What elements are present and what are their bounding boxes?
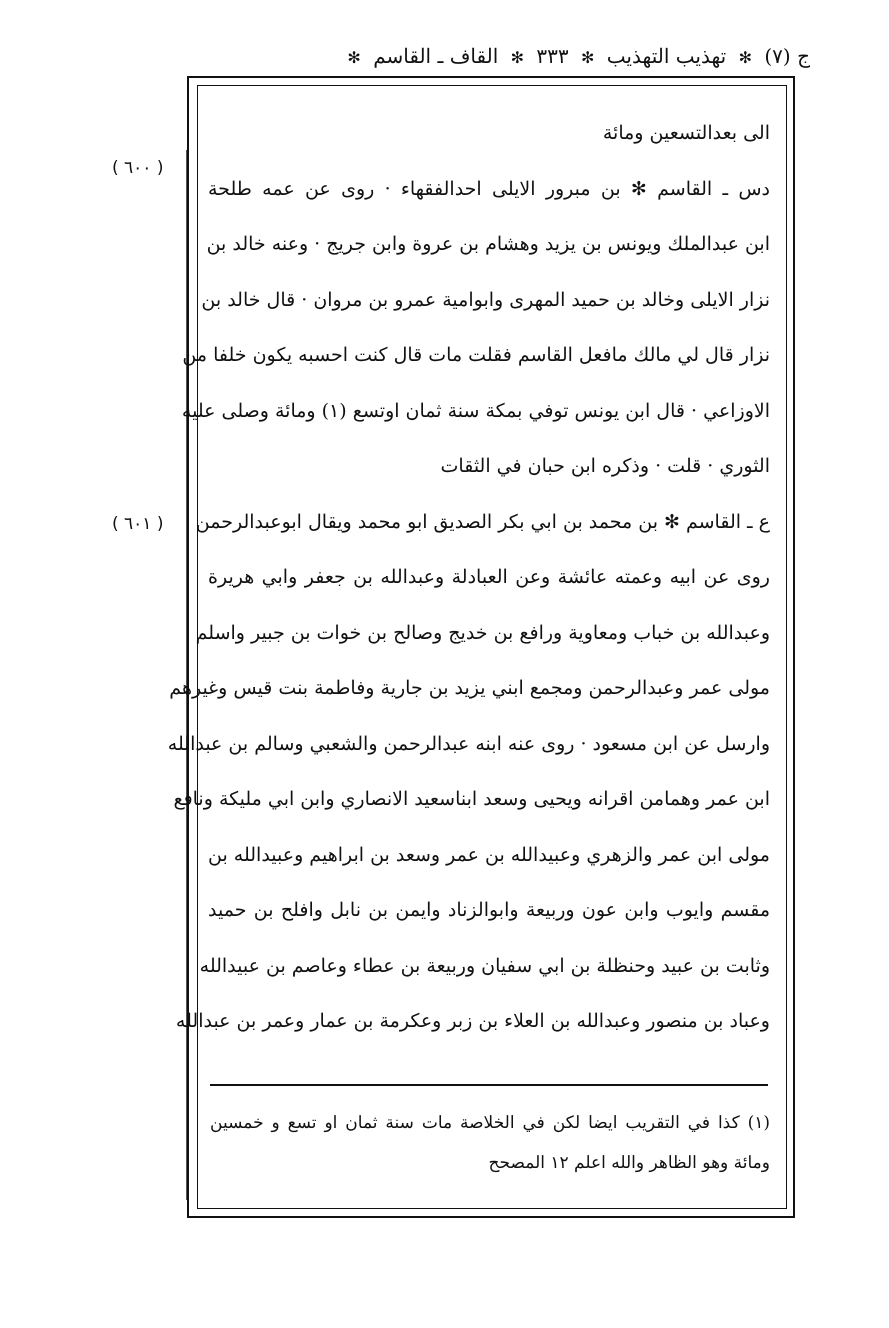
text-line: نزار قال لي مالك مافعل القاسم فقلت مات قال كنت احسبه يكون خلفا من: [182, 344, 770, 366]
header-page-number: ٣٣٣: [536, 44, 569, 68]
text-line: ابن عمر وهمامن اقرانه ويحيى وسعد ابناسعيد الانصاري وابن ابي مليكة ونافع: [173, 788, 770, 810]
text-line: ع ـ القاسم ✻ بن محمد بن ابي بكر الصديق ابو محمد ويقال ابوعبدالرحمن: [195, 510, 770, 533]
entry-number-600: ( ٦٠٠ ): [112, 158, 164, 178]
header-volume: ج (٧): [764, 44, 810, 68]
text-line: نزار الايلى وخالد بن حميد المهرى وابوامية عمرو بن مروان · قال خالد بن: [201, 288, 770, 311]
text-line: مولى عمر وعبدالرحمن ومجمع ابني يزيد بن جارية وفاطمة بنت قيس وغيرهم: [169, 677, 770, 699]
text-line: مولى ابن عمر والزهري وعبيدالله بن عمر وسعد بن ابراهيم وعبيدالله بن: [207, 843, 770, 866]
header-section: القاف ـ القاسم: [373, 44, 499, 68]
ornament-icon: ✻: [510, 48, 525, 67]
footnote: [210, 1103, 770, 1183]
text-line: وثابت بن عبيد وحنظلة بن ابي سفيان وربيعة بن عطاء وعاصم بن عبيدالله: [199, 954, 770, 977]
text-line: وعباد بن منصور وعبدالله بن العلاء بن زبر وعكرمة بن عمار وعمر بن عبدالله: [175, 1010, 770, 1032]
text-line: وعبدالله بن خباب ومعاوية ورافع بن خديج وصالح بن خوات بن جبير واسلم: [195, 621, 770, 644]
ornament-icon: ✻: [738, 48, 752, 67]
running-header: [170, 38, 810, 74]
text-line: ابن عبدالملك ويونس بن يزيد وهشام بن عروة وابن جريج · وعنه خالد بن: [206, 233, 770, 255]
footnote-rule: [210, 1084, 768, 1086]
text-line: الثوري · قلت · وذكره ابن حبان في الثقات: [440, 455, 770, 477]
entry-number-601: ( ٦٠١ ): [112, 514, 164, 534]
text-line: روى عن ابيه وعمته عائشة وعن العبادلة وعبدالله بن جعفر وابي هريرة: [208, 566, 770, 588]
text-line: الى بعدالتسعين ومائة: [602, 122, 770, 144]
ornament-icon: ✻: [347, 48, 361, 67]
footnote-line: (١) كذا في التقريب ايضا لكن في الخلاصة مات سنة ثمان او تسع و خمسين: [210, 1113, 770, 1133]
text-line: الاوزاعي · قال ابن يونس توفي بمكة سنة ثمان اوتسع (١) ومائة وصلى عليه: [181, 399, 770, 422]
header-book-title: تهذيب التهذيب: [606, 44, 727, 68]
main-text: [167, 106, 770, 1050]
ornament-icon: ✻: [581, 48, 595, 67]
text-line: وارسل عن ابن مسعود · روى عنه ابنه عبدالرحمن والشعبي وسالم بن عبدالله: [167, 732, 770, 755]
text-line: دس ـ القاسم ✻ بن مبرور الايلى احدالفقهاء · روى عن عمه طلحة: [208, 177, 770, 200]
footnote-line: ومائة وهو الظاهر والله اعلم ١٢ المصحح: [488, 1153, 770, 1173]
text-line: مقسم وايوب وابن عون وربيعة وابوالزناد وايمن بن نابل وافلح بن حميد: [208, 899, 770, 921]
